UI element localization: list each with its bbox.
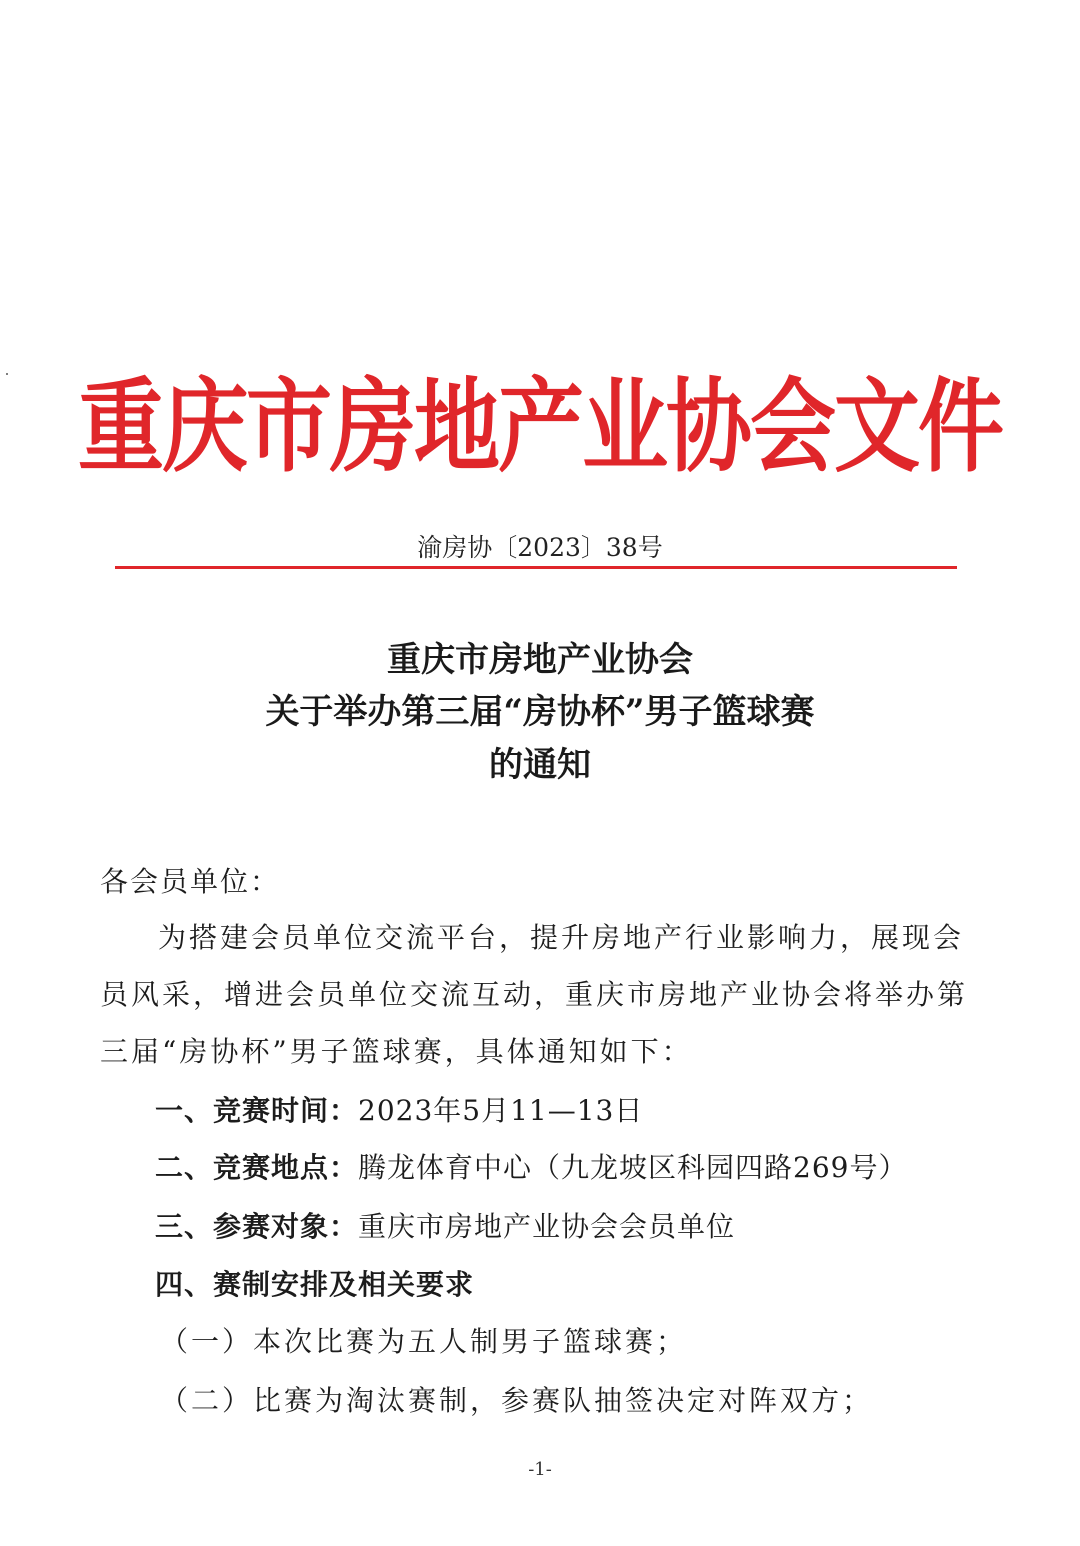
item-competition-venue bbox=[155, 1148, 907, 1188]
intro-line-3: 三届“房协杯”男子篮球赛，具体通知如下： bbox=[100, 1035, 693, 1068]
intro-line-1: 为搭建会员单位交流平台，提升房地产行业影响力，展现会 bbox=[158, 921, 965, 954]
item-value: 2023年5月11—13日 bbox=[358, 1094, 644, 1127]
notice-title-line-3: 的通知 bbox=[489, 745, 591, 785]
salutation: 各会员单位： bbox=[100, 865, 281, 898]
sub-item-2: （二）比赛为淘汰赛制，参赛队抽签决定对阵双方； bbox=[160, 1384, 874, 1417]
intro-line-2: 员风采，增进会员单位交流互动，重庆市房地产业协会将举办第 bbox=[100, 978, 969, 1011]
item-format-requirements bbox=[155, 1265, 474, 1305]
item-participants bbox=[155, 1207, 735, 1247]
org-file-title: 重庆市房地产业协会文件 bbox=[78, 368, 1002, 487]
sub-item-1: （一）本次比赛为五人制男子篮球赛； bbox=[160, 1325, 688, 1358]
item-value: 重庆市房地产业协会会员单位 bbox=[358, 1210, 736, 1243]
item-label: 三、参赛对象： bbox=[155, 1210, 359, 1243]
item-competition-time bbox=[155, 1091, 643, 1131]
item-label: 四、赛制安排及相关要求 bbox=[155, 1268, 475, 1301]
notice-title-line-2: 关于举办第三届“房协杯”男子篮球赛 bbox=[265, 692, 815, 732]
item-value: 腾龙体育中心（九龙坡区科园四路269号） bbox=[358, 1151, 908, 1184]
item-label: 一、竞赛时间： bbox=[155, 1094, 359, 1127]
red-divider-line bbox=[115, 566, 957, 569]
notice-title-line-1: 重庆市房地产业协会 bbox=[387, 640, 693, 680]
item-label: 二、竞赛地点： bbox=[155, 1151, 359, 1184]
page-number: -1- bbox=[528, 1459, 552, 1480]
document-number: 渝房协〔2023〕38号 bbox=[417, 533, 663, 562]
